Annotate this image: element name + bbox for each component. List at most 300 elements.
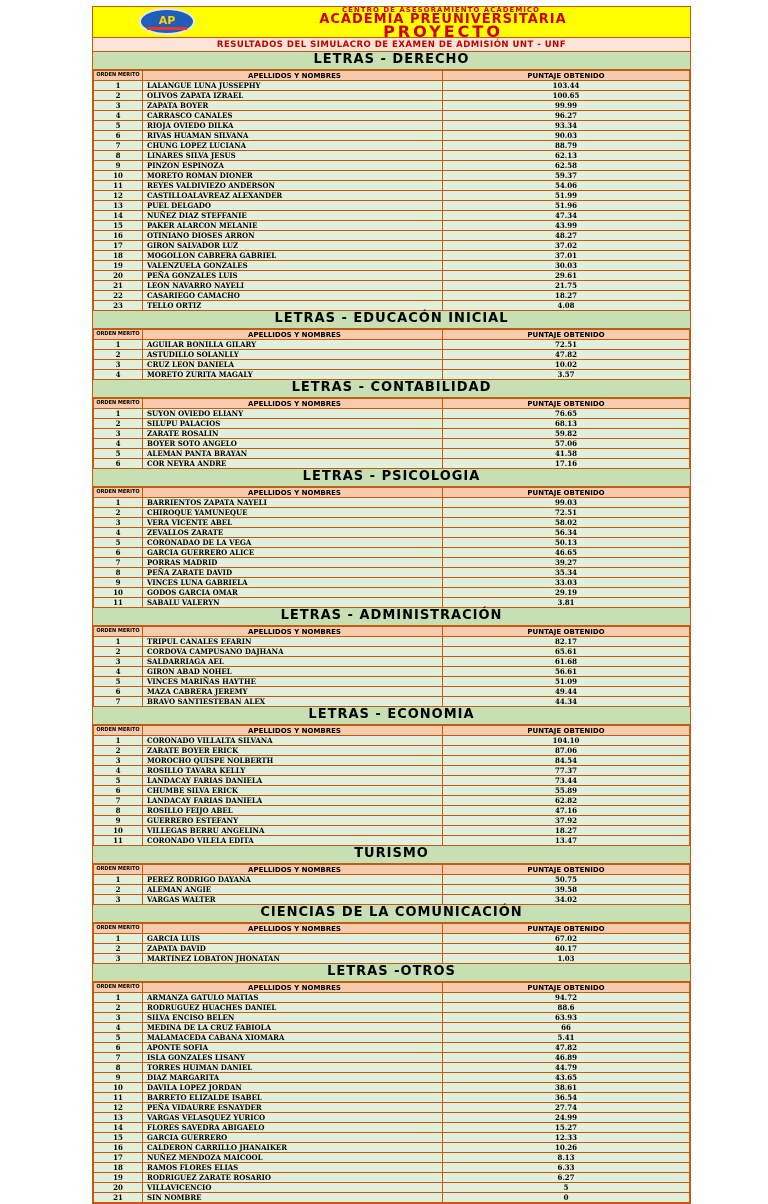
section-title: LETRAS -OTROS [93,964,690,982]
table-row [94,429,690,439]
score-cell: 88.6 [443,1003,690,1013]
name-cell: DAVILA LOPEZ JORDAN [143,1083,443,1093]
name-cell: RODRUGUEZ HUACHES DANIEL [143,1003,443,1013]
rank-cell: 4 [94,667,143,677]
rank-cell: 5 [94,449,143,459]
rank-cell: 11 [94,836,143,846]
name-cell: RIVAS HUAMAN SILVANA [143,131,443,141]
header-order: ORDEN MERITO [94,627,143,637]
header-order: ORDEN MERITO [94,330,143,340]
table-row [94,201,690,211]
score-cell: 76.65 [443,409,690,419]
results-table [93,487,690,608]
section-title: LETRAS - ADMINISTRACIÓN [93,608,690,626]
rank-cell: 18 [94,1163,143,1173]
score-cell: 5.41 [443,1033,690,1043]
score-cell: 39.27 [443,558,690,568]
rank-cell: 23 [94,301,143,311]
score-cell: 0 [443,1193,690,1203]
name-cell: PEÑA VIDAURRE ESNAYDER [143,1103,443,1113]
name-cell: RAMOS FLORES ELIAS [143,1163,443,1173]
name-cell: MARTINEZ LOBATON JHONATAN [143,954,443,964]
rank-cell: 1 [94,993,143,1003]
name-cell: PEÑA ZARATE DAVID [143,568,443,578]
name-cell: MEDINA DE LA CRUZ FABIOLA [143,1023,443,1033]
name-cell: BARRETO ELIZALDE ISABEL [143,1093,443,1103]
table-row [94,111,690,121]
score-cell: 88.79 [443,141,690,151]
score-cell: 77.37 [443,766,690,776]
rank-cell: 8 [94,1063,143,1073]
name-cell: BRAVO SANTIESTEBAN ALEX [143,697,443,707]
score-cell: 96.27 [443,111,690,121]
name-cell: ZEVALLOS ZARATE [143,528,443,538]
rank-cell: 4 [94,1023,143,1033]
table-row [94,281,690,291]
name-cell: ROSILLO TAVARA KELLY [143,766,443,776]
name-cell: CARRASCO CANALES [143,111,443,121]
rank-cell: 19 [94,261,143,271]
table-row [94,251,690,261]
section-title: LETRAS - PSICOLOGIA [93,469,690,487]
rank-cell: 12 [94,1103,143,1113]
rank-cell: 1 [94,934,143,944]
rank-cell: 9 [94,161,143,171]
table-row [94,885,690,895]
table-row [94,1073,690,1083]
name-cell: RODRIGUEZ ZARATE ROSARIO [143,1173,443,1183]
table-row [94,568,690,578]
rank-cell: 2 [94,419,143,429]
rank-cell: 14 [94,211,143,221]
name-cell: VARGAS VELASQUEZ YURICO [143,1113,443,1123]
table-row [94,301,690,311]
score-cell: 33.03 [443,578,690,588]
header-name: APELLIDOS Y NOMBRES [143,399,443,409]
score-cell: 51.96 [443,201,690,211]
header-order: ORDEN MERITO [94,399,143,409]
score-cell: 93.34 [443,121,690,131]
header-score: PUNTAJE OBTENIDO [443,865,690,875]
score-cell: 47.82 [443,1043,690,1053]
header-score: PUNTAJE OBTENIDO [443,726,690,736]
table-header-row [94,726,690,736]
rank-cell: 3 [94,657,143,667]
rank-cell: 19 [94,1173,143,1183]
score-cell: 67.02 [443,934,690,944]
score-cell: 99.03 [443,498,690,508]
table-row [94,598,690,608]
rank-cell: 6 [94,1043,143,1053]
name-cell: MOGOLLON CABRERA GABRIEL [143,251,443,261]
score-cell: 62.82 [443,796,690,806]
table-row [94,101,690,111]
score-cell: 17.16 [443,459,690,469]
name-cell: GIRON SALVADOR LUZ [143,241,443,251]
name-cell: PORRAS MADRID [143,558,443,568]
table-row [94,796,690,806]
name-cell: TORRES HUIMAN DANIEL [143,1063,443,1073]
rank-cell: 17 [94,1153,143,1163]
rank-cell: 7 [94,796,143,806]
table-header-row [94,924,690,934]
table-row [94,944,690,954]
rank-cell: 1 [94,637,143,647]
rank-cell: 4 [94,111,143,121]
table-row [94,131,690,141]
results-table [93,864,690,905]
rank-cell: 8 [94,806,143,816]
header-banner [93,7,690,38]
table-row [94,1113,690,1123]
rank-cell: 16 [94,231,143,241]
table-row [94,1003,690,1013]
rank-cell: 5 [94,121,143,131]
score-cell: 18.27 [443,826,690,836]
score-cell: 21.75 [443,281,690,291]
score-cell: 61.68 [443,657,690,667]
table-row [94,934,690,944]
score-cell: 8.13 [443,1153,690,1163]
name-cell: ASTUDILLO SOLANLLY [143,350,443,360]
rank-cell: 14 [94,1123,143,1133]
header-name: APELLIDOS Y NOMBRES [143,627,443,637]
rank-cell: 1 [94,409,143,419]
rank-cell: 9 [94,578,143,588]
rank-cell: 7 [94,1053,143,1063]
results-table [93,725,690,846]
rank-cell: 8 [94,568,143,578]
table-row [94,647,690,657]
score-cell: 10.02 [443,360,690,370]
table-row [94,498,690,508]
score-cell: 58.02 [443,518,690,528]
table-row [94,508,690,518]
score-cell: 29.19 [443,588,690,598]
score-cell: 62.13 [443,151,690,161]
section-title: LETRAS - CONTABILIDAD [93,380,690,398]
score-cell: 84.54 [443,756,690,766]
logo-stripe [147,27,187,30]
header-score: PUNTAJE OBTENIDO [443,983,690,993]
score-cell: 10.26 [443,1143,690,1153]
name-cell: APONTE SOFIA [143,1043,443,1053]
score-cell: 44.34 [443,697,690,707]
rank-cell: 12 [94,191,143,201]
table-row [94,439,690,449]
header-name: APELLIDOS Y NOMBRES [143,726,443,736]
table-row [94,1143,690,1153]
name-cell: PAKER ALARCON MELANIE [143,221,443,231]
rank-cell: 2 [94,647,143,657]
table-row [94,141,690,151]
name-cell: ZAPATA BOYER [143,101,443,111]
score-cell: 47.82 [443,350,690,360]
score-cell: 46.65 [443,548,690,558]
table-header-row [94,399,690,409]
score-cell: 48.27 [443,231,690,241]
score-cell: 54.06 [443,181,690,191]
table-header-row [94,627,690,637]
table-row [94,548,690,558]
table-row [94,1133,690,1143]
name-cell: CHIROQUE YAMUNEQUE [143,508,443,518]
name-cell: SALDARRIAGA AEL [143,657,443,667]
table-row [94,677,690,687]
rank-cell: 18 [94,251,143,261]
academy-logo [139,8,195,35]
name-cell: VINCES MARIÑAS HAYTHE [143,677,443,687]
table-row [94,588,690,598]
table-row [94,776,690,786]
rank-cell: 20 [94,271,143,281]
score-cell: 43.65 [443,1073,690,1083]
name-cell: OLIVOS ZAPATA IZRAEL [143,91,443,101]
score-cell: 38.61 [443,1083,690,1093]
results-table [93,398,690,469]
score-cell: 57.06 [443,439,690,449]
score-cell: 29.61 [443,271,690,281]
table-row [94,816,690,826]
rank-cell: 10 [94,588,143,598]
name-cell: CHUMBE SILVA ERICK [143,786,443,796]
rank-cell: 2 [94,885,143,895]
rank-cell: 7 [94,141,143,151]
name-cell: MORETO ROMAN DIONER [143,171,443,181]
rank-cell: 11 [94,598,143,608]
score-cell: 24.99 [443,1113,690,1123]
score-cell: 65.61 [443,647,690,657]
header-score: PUNTAJE OBTENIDO [443,627,690,637]
table-header-row [94,983,690,993]
name-cell: AGUILAR BONILLA GILARY [143,340,443,350]
table-row [94,1083,690,1093]
table-row [94,578,690,588]
name-cell: VALENZUELA GONZALES [143,261,443,271]
rank-cell: 15 [94,221,143,231]
name-cell: PEREZ RODRIGO DAYANA [143,875,443,885]
score-cell: 104.10 [443,736,690,746]
table-row [94,786,690,796]
table-row [94,637,690,647]
score-cell: 51.09 [443,677,690,687]
rank-cell: 8 [94,151,143,161]
results-table [93,982,690,1203]
name-cell: OTINIANO DIOSES ARRON [143,231,443,241]
name-cell: ALEMAN PANTA BRAYAN [143,449,443,459]
rank-cell: 4 [94,370,143,380]
name-cell: NUÑEZ MENDOZA MAICOOL [143,1153,443,1163]
score-cell: 46.89 [443,1053,690,1063]
name-cell: GARCIA GUERRERO ALICE [143,548,443,558]
table-row [94,1013,690,1023]
score-cell: 35.34 [443,568,690,578]
rank-cell: 6 [94,131,143,141]
table-row [94,221,690,231]
name-cell: GARCIA GUERRERO [143,1133,443,1143]
score-cell: 27.74 [443,1103,690,1113]
name-cell: SIN NOMBRE [143,1193,443,1203]
score-cell: 40.17 [443,944,690,954]
table-row [94,121,690,131]
score-cell: 103.44 [443,81,690,91]
name-cell: VILLEGAS BERRU ANGELINA [143,826,443,836]
score-cell: 30.03 [443,261,690,271]
section-title: LETRAS - DERECHO [93,52,690,70]
name-cell: GARCIA LUIS [143,934,443,944]
header-name: APELLIDOS Y NOMBRES [143,488,443,498]
section-title: CIENCIAS DE LA COMUNICACIÓN [93,905,690,923]
results-table [93,923,690,964]
table-row [94,360,690,370]
table-row [94,271,690,281]
name-cell: VARGAS WALTER [143,895,443,905]
rank-cell: 2 [94,91,143,101]
table-row [94,1183,690,1193]
rank-cell: 3 [94,954,143,964]
score-cell: 13.47 [443,836,690,846]
rank-cell: 7 [94,558,143,568]
score-cell: 99.99 [443,101,690,111]
header-line-2: ACADEMIA PREUNIVERSITARIA [319,12,567,27]
table-row [94,419,690,429]
name-cell: CORONADAO DE LA VEGA [143,538,443,548]
table-row [94,449,690,459]
table-row [94,766,690,776]
name-cell: ZAPATA DAVID [143,944,443,954]
score-cell: 3.57 [443,370,690,380]
score-cell: 1.03 [443,954,690,964]
name-cell: MAZA CABRERA JEREMY [143,687,443,697]
name-cell: VILLAVICENCIO [143,1183,443,1193]
table-row [94,558,690,568]
table-row [94,954,690,964]
name-cell: CRUZ LEON DANIELA [143,360,443,370]
rank-cell: 13 [94,201,143,211]
rank-cell: 2 [94,746,143,756]
table-header-row [94,71,690,81]
rank-cell: 6 [94,459,143,469]
score-cell: 72.51 [443,508,690,518]
table-row [94,291,690,301]
table-row [94,518,690,528]
name-cell: SABALU VALERYN [143,598,443,608]
name-cell: ALEMAN ANGIE [143,885,443,895]
header-name: APELLIDOS Y NOMBRES [143,924,443,934]
score-cell: 56.61 [443,667,690,677]
header-line-3: PROYECTO [383,22,503,38]
name-cell: MORETO ZURITA MAGALY [143,370,443,380]
results-sheet [92,6,691,1204]
name-cell: LALANGUE LUNA JUSSEPHY [143,81,443,91]
rank-cell: 3 [94,756,143,766]
rank-cell: 3 [94,1013,143,1023]
rank-cell: 21 [94,281,143,291]
score-cell: 18.27 [443,291,690,301]
score-cell: 59.37 [443,171,690,181]
score-cell: 37.01 [443,251,690,261]
table-row [94,171,690,181]
rank-cell: 10 [94,1083,143,1093]
name-cell: SILVA ENCISO BELEN [143,1013,443,1023]
score-cell: 43.99 [443,221,690,231]
table-row [94,895,690,905]
score-cell: 72.51 [443,340,690,350]
name-cell: GODOS GARCIA OMAR [143,588,443,598]
name-cell: CALDERON CARRILLO JHANAIKER [143,1143,443,1153]
table-row [94,1153,690,1163]
rank-cell: 4 [94,528,143,538]
table-row [94,211,690,221]
header-order: ORDEN MERITO [94,865,143,875]
name-cell: CASTILLOALAVREAZ ALEXANDER [143,191,443,201]
table-row [94,231,690,241]
score-cell: 34.02 [443,895,690,905]
rank-cell: 6 [94,786,143,796]
rank-cell: 16 [94,1143,143,1153]
table-row [94,1123,690,1133]
rank-cell: 4 [94,439,143,449]
results-table [93,70,690,311]
rank-cell: 5 [94,776,143,786]
name-cell: ISLA GONZALES LISANY [143,1053,443,1063]
header-name: APELLIDOS Y NOMBRES [143,330,443,340]
table-row [94,340,690,350]
name-cell: LANDACAY FARIAS DANIELA [143,776,443,786]
table-row [94,993,690,1003]
score-cell: 15.27 [443,1123,690,1133]
header-order: ORDEN MERITO [94,726,143,736]
name-cell: COR NEYRA ANDRE [143,459,443,469]
rank-cell: 1 [94,340,143,350]
name-cell: ARMANZA GATULO MATIAS [143,993,443,1003]
header-score: PUNTAJE OBTENIDO [443,488,690,498]
rank-cell: 2 [94,508,143,518]
name-cell: SUYON OVIEDO ELIANY [143,409,443,419]
header-order: ORDEN MERITO [94,488,143,498]
name-cell: DIAZ MARGARITA [143,1073,443,1083]
name-cell: CORONADO VILLALTA SILVANA [143,736,443,746]
table-row [94,528,690,538]
rank-cell: 4 [94,766,143,776]
name-cell: VINCES LUNA GABRIELA [143,578,443,588]
header-score: PUNTAJE OBTENIDO [443,924,690,934]
rank-cell: 5 [94,1033,143,1043]
table-row [94,241,690,251]
name-cell: REYES VALDIVIEZO ANDERSON [143,181,443,191]
score-cell: 73.44 [443,776,690,786]
table-row [94,261,690,271]
table-row [94,875,690,885]
name-cell: CORONADO VILELA EDITA [143,836,443,846]
rank-cell: 5 [94,677,143,687]
score-cell: 47.34 [443,211,690,221]
section-title: TURISMO [93,846,690,864]
score-cell: 100.65 [443,91,690,101]
rank-cell: 3 [94,518,143,528]
score-cell: 50.13 [443,538,690,548]
name-cell: NUÑEZ DIAZ STEFFANIE [143,211,443,221]
table-row [94,459,690,469]
score-cell: 41.58 [443,449,690,459]
rank-cell: 11 [94,181,143,191]
table-row [94,1023,690,1033]
rank-cell: 21 [94,1193,143,1203]
rank-cell: 2 [94,944,143,954]
rank-cell: 2 [94,350,143,360]
rank-cell: 9 [94,816,143,826]
rank-cell: 3 [94,101,143,111]
